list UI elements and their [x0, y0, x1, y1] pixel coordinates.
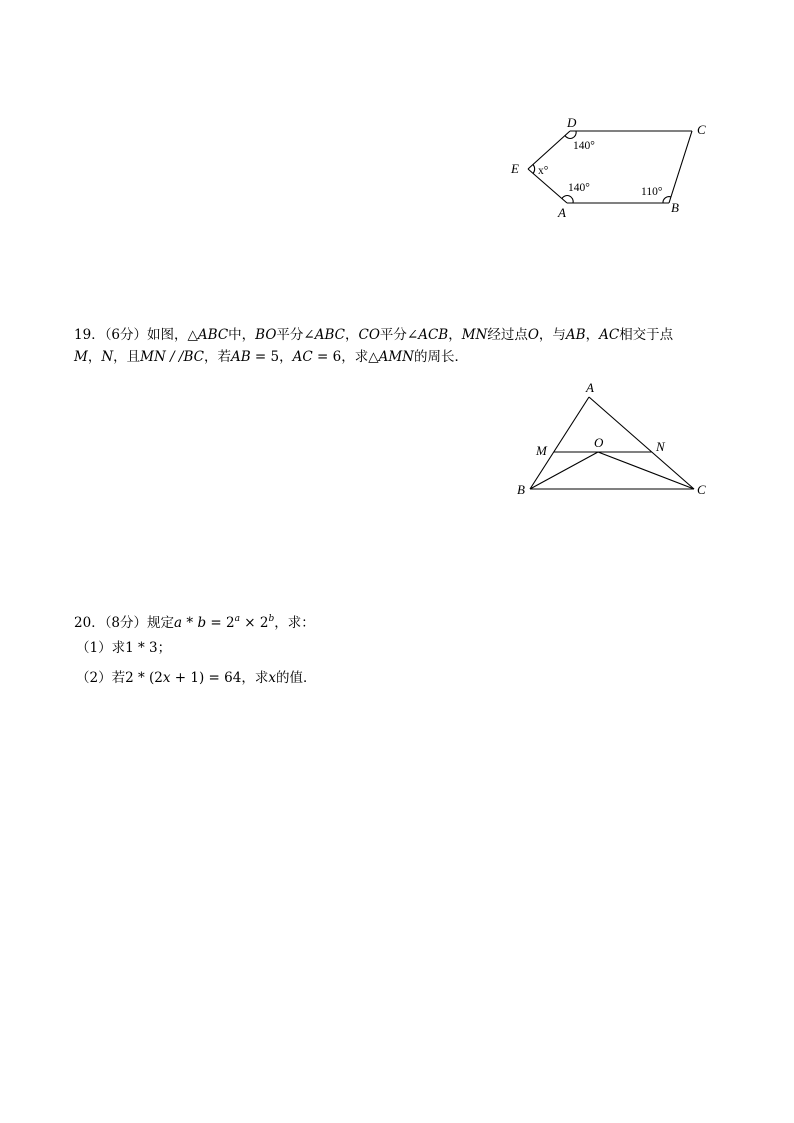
angle-arc-e: [533, 165, 535, 174]
text: 平分∠: [276, 327, 315, 343]
text: 的值．: [275, 670, 317, 686]
math-m: M: [74, 349, 88, 365]
text: ，: [87, 349, 102, 365]
text: 规定: [147, 615, 175, 631]
text: 如图，△: [147, 327, 198, 343]
pentagon-diagram: [500, 112, 730, 227]
angle-arc-a: [562, 196, 573, 203]
edge-ed: [528, 131, 570, 169]
math-x: x: [162, 670, 171, 686]
text: ，若: [203, 349, 231, 365]
math-mn: MN: [461, 327, 488, 343]
label-b: B: [671, 200, 679, 215]
text: 经过点: [487, 327, 528, 343]
question-20-number: 20: [74, 615, 92, 631]
triangle-figure: [508, 375, 728, 505]
math-n: N: [101, 349, 114, 365]
text: （2）若: [76, 670, 126, 686]
label-c: C: [697, 482, 706, 497]
text: ；: [157, 640, 172, 656]
segment-co: [598, 452, 694, 489]
math-exponent-a: a: [234, 614, 240, 624]
angle-a-value: 140°: [568, 182, 590, 194]
text: 中，: [228, 327, 256, 343]
math-x: x: [268, 670, 276, 686]
math-b: b: [197, 615, 207, 631]
math-acb: ACB: [418, 327, 449, 343]
label-e: E: [511, 161, 519, 176]
text: ，求: [241, 670, 269, 686]
math-a: a: [174, 615, 183, 631]
label-c: C: [697, 122, 706, 137]
label-o: O: [594, 435, 604, 450]
label-n: N: [656, 439, 665, 454]
triangle-diagram: [508, 375, 728, 505]
question-19-line-2: [74, 346, 468, 368]
pentagon-figure: [500, 112, 730, 227]
label-b: B: [517, 482, 525, 497]
math-exponent-b: b: [268, 614, 275, 624]
math-ab: AB: [230, 349, 251, 365]
text: = 6，求△: [312, 349, 379, 365]
question-19-line-1: 19．（6分）如图，△ABC中，BO平分∠ABC，CO平分∠ACB，MN经过点O，与AB，AC相交于点: [74, 327, 674, 343]
math-abc: ABC: [197, 327, 229, 343]
math-ac: AC: [599, 327, 620, 343]
question-19-number: 19: [74, 327, 92, 343]
angle-e-value: x°: [538, 165, 549, 177]
edge-cb: [669, 131, 692, 203]
question-20-score: （8分）: [104, 615, 148, 631]
text: ，且: [113, 349, 141, 365]
question-20-part-1: [76, 637, 171, 659]
question-20-part-2: [76, 667, 316, 689]
text: = 5，: [250, 349, 293, 365]
text: 平分∠: [379, 327, 419, 343]
math-expr: + 1) = 64: [170, 670, 242, 686]
math-o: O: [527, 327, 539, 343]
label-a: A: [586, 380, 594, 395]
math-eq: = 2: [206, 615, 235, 631]
math-expr: 2 * (2: [125, 670, 163, 686]
math-amn: AMN: [378, 349, 414, 365]
math-star: *: [182, 615, 198, 631]
text: 相交于点: [619, 327, 674, 343]
math-mn-parallel-bc: MN / /BC: [140, 349, 204, 365]
text: ，: [344, 327, 359, 343]
label-m: M: [536, 443, 547, 458]
math-co: CO: [358, 327, 380, 343]
math-ab: AB: [565, 327, 586, 343]
question-20-stem: 20．（8分）规定$a * b = 2^a \times 2^b$，求：: [74, 614, 315, 631]
text: ，与: [538, 327, 566, 343]
angle-d-value: 140°: [573, 140, 595, 152]
label-d: D: [567, 115, 577, 130]
math-bo: BO: [255, 327, 277, 343]
side-ac: [589, 397, 694, 489]
question-19-score: （6分）: [104, 327, 148, 343]
text: ，: [448, 327, 462, 343]
text: ，求：: [274, 615, 315, 631]
math-times: × 2: [239, 615, 269, 631]
angle-b-value: 110°: [641, 186, 663, 198]
text: （1）求: [76, 640, 126, 656]
text: ，: [585, 327, 600, 343]
math-ac: AC: [292, 349, 313, 365]
math-abc: ABC: [314, 327, 345, 343]
label-a: A: [558, 205, 566, 220]
math-expr: 1 * 3: [125, 640, 158, 656]
text: 的周长．: [413, 349, 468, 365]
